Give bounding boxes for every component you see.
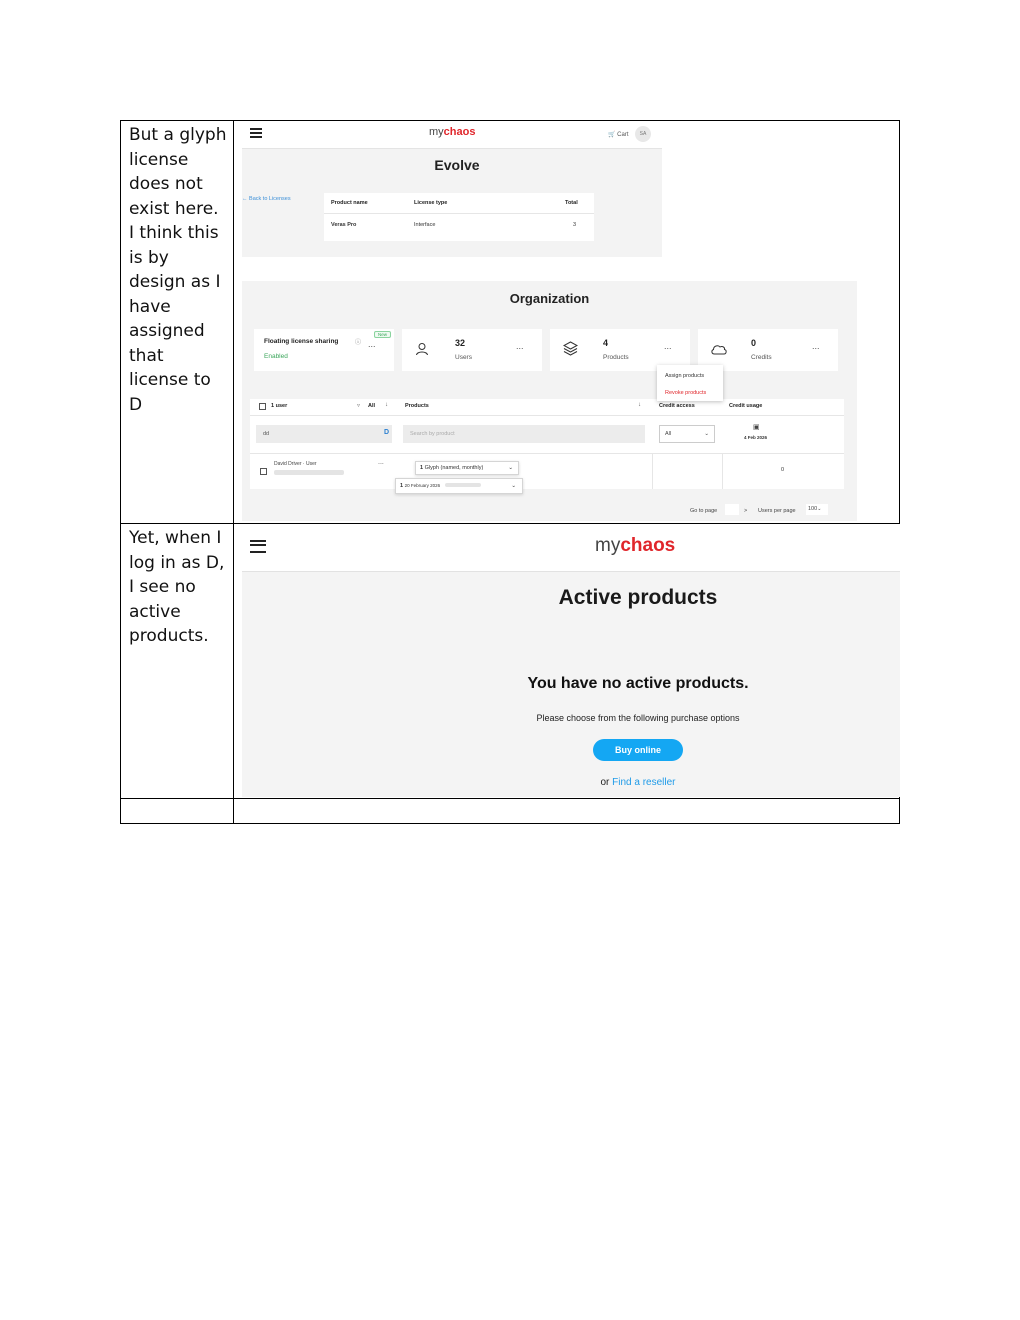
screenshot-cell-1 — [234, 121, 900, 524]
arrow-left-icon: ← — [242, 196, 248, 202]
row-more-button[interactable]: ... — [378, 459, 384, 466]
chevron-down-icon: ⌄ — [508, 465, 513, 471]
note-text-3 — [121, 799, 233, 801]
floating-license-card[interactable] — [254, 329, 394, 371]
evolve-screenshot — [242, 121, 662, 257]
th-products: Products — [405, 403, 429, 409]
per-page-label: Users per page — [758, 508, 796, 514]
revoke-products-item[interactable]: Revoke products — [665, 390, 707, 396]
search-action-icon[interactable]: D — [384, 429, 390, 436]
credits-label: Credits — [751, 354, 772, 361]
floating-license-title: Floating license sharing — [264, 338, 339, 345]
goto-page-input[interactable] — [725, 504, 739, 515]
new-badge: New — [374, 331, 391, 338]
divider — [250, 415, 844, 416]
or-text: or — [600, 777, 610, 788]
cart-link[interactable] — [608, 131, 629, 138]
back-to-licenses-link[interactable] — [242, 196, 291, 202]
subscription-dropdown[interactable] — [395, 478, 523, 494]
document-table — [120, 120, 900, 824]
empty-cell — [234, 799, 900, 824]
screenshot-cell-2 — [234, 524, 900, 799]
credit-access-value: All — [665, 431, 672, 437]
mychaos-logo[interactable] — [429, 126, 475, 138]
cart-label: Cart — [617, 132, 629, 138]
row-checkbox[interactable] — [260, 468, 267, 475]
products-menu — [657, 365, 723, 401]
hamburger-icon[interactable] — [250, 128, 262, 138]
floating-status: Enabled — [264, 353, 288, 360]
th-license-type: License type — [414, 200, 448, 206]
active-products-topbar — [242, 524, 900, 572]
more-button[interactable]: ... — [516, 341, 524, 351]
next-page-button[interactable]: > — [744, 508, 748, 514]
cell-license-type: Interface — [414, 222, 436, 228]
divider — [250, 453, 844, 454]
credit-value: 0 — [781, 467, 785, 473]
per-page-select[interactable] — [806, 504, 828, 515]
page-title: Evolve — [434, 157, 480, 173]
logo-my-text: my — [429, 126, 444, 138]
product-chip[interactable] — [415, 461, 519, 475]
back-link-label: Back to Licenses — [249, 196, 291, 202]
users-table — [250, 399, 844, 489]
select-all-checkbox[interactable] — [259, 403, 266, 410]
hamburger-icon[interactable] — [250, 540, 266, 553]
users-label: Users — [455, 354, 472, 361]
logo-chaos-text: chaos — [620, 535, 676, 556]
credit-access-select[interactable] — [659, 425, 715, 443]
product-qty: 1 — [420, 465, 424, 471]
th-product-name: Product name — [331, 200, 368, 206]
products-label: Products — [603, 354, 629, 361]
more-button[interactable]: ... — [664, 341, 672, 351]
organization-title: Organization — [509, 291, 590, 306]
chevron-down-icon: ⌄ — [817, 506, 822, 512]
note-cell-1 — [121, 121, 234, 524]
assign-products-item[interactable]: Assign products — [665, 373, 705, 379]
user-name: David Driver · User — [274, 461, 317, 467]
find-reseller-link[interactable]: Find a reseller — [612, 777, 676, 788]
empty-state-subtitle: Please choose from the following purchase options — [536, 713, 740, 723]
redacted-text — [445, 483, 481, 487]
per-page-value: 100 — [808, 506, 818, 512]
note-text-1: But a glyph license does not exist here. I think this is by design as I have assigned that license to D — [129, 125, 227, 415]
goto-page-label: Go to page — [690, 508, 718, 514]
divider — [324, 213, 594, 214]
calendar-icon[interactable]: ▣ — [753, 424, 760, 431]
layers-icon — [563, 341, 578, 356]
users-count: 32 — [455, 338, 466, 348]
note-text-2: Yet, when I log in as D, I see no active products. — [129, 528, 225, 646]
mychaos-logo[interactable] — [595, 535, 675, 557]
active-products-screenshot — [242, 524, 900, 797]
logo-chaos-text: chaos — [443, 126, 476, 138]
page-title: Active products — [558, 586, 718, 609]
more-button[interactable]: ... — [812, 341, 820, 351]
info-icon[interactable]: ⓘ — [355, 340, 362, 346]
filter-icon[interactable]: ▿ — [357, 403, 361, 409]
avatar[interactable]: SA — [635, 126, 651, 142]
product-search-input[interactable]: Search by product — [403, 425, 645, 443]
cell-total: 3 — [573, 222, 577, 228]
product-name: Glyph (named, monthly) — [424, 465, 484, 471]
user-name-text: David Driver — [274, 461, 302, 467]
sort-down-icon[interactable]: ↓ — [385, 402, 388, 408]
evolve-topbar — [242, 121, 662, 149]
divider — [652, 453, 653, 489]
cell-product-name: Veras Pro — [331, 222, 357, 228]
date-filter[interactable]: 4 Feb 2026 — [744, 435, 768, 440]
chevron-down-icon: ⌄ — [511, 483, 516, 489]
organization-screenshot — [242, 281, 857, 521]
products-count: 4 — [603, 338, 609, 348]
user-search-input[interactable]: dd — [256, 425, 392, 443]
th-credit-usage: Credit usage — [729, 403, 763, 409]
cart-icon: 🛒 — [608, 132, 616, 138]
chevron-down-icon: ⌄ — [704, 431, 709, 437]
redacted-email — [274, 470, 344, 475]
sort-down-icon[interactable]: ↓ — [638, 402, 641, 408]
note-cell-2 — [121, 524, 234, 799]
credits-count: 0 — [751, 338, 757, 348]
user-icon — [415, 342, 429, 356]
logo-my-text: my — [595, 535, 621, 556]
cloud-icon — [710, 343, 728, 355]
divider — [722, 453, 723, 489]
th-total: Total — [565, 200, 578, 206]
th-credit-access: Credit access — [659, 403, 695, 409]
empty-state-message: You have no active products. — [527, 675, 749, 692]
empty-cell — [121, 799, 234, 824]
th-filter-all[interactable]: All — [368, 403, 376, 409]
buy-online-button[interactable]: Buy online — [593, 739, 683, 761]
reseller-line — [242, 777, 1020, 788]
th-user-count: 1 user — [271, 403, 288, 409]
license-table — [324, 193, 594, 241]
more-button[interactable]: ... — [368, 339, 376, 349]
users-card[interactable] — [402, 329, 542, 371]
subscription-date: 20 February 2026 — [404, 483, 441, 488]
subscription-qty: 1 — [400, 483, 404, 489]
user-role: User — [305, 461, 317, 467]
